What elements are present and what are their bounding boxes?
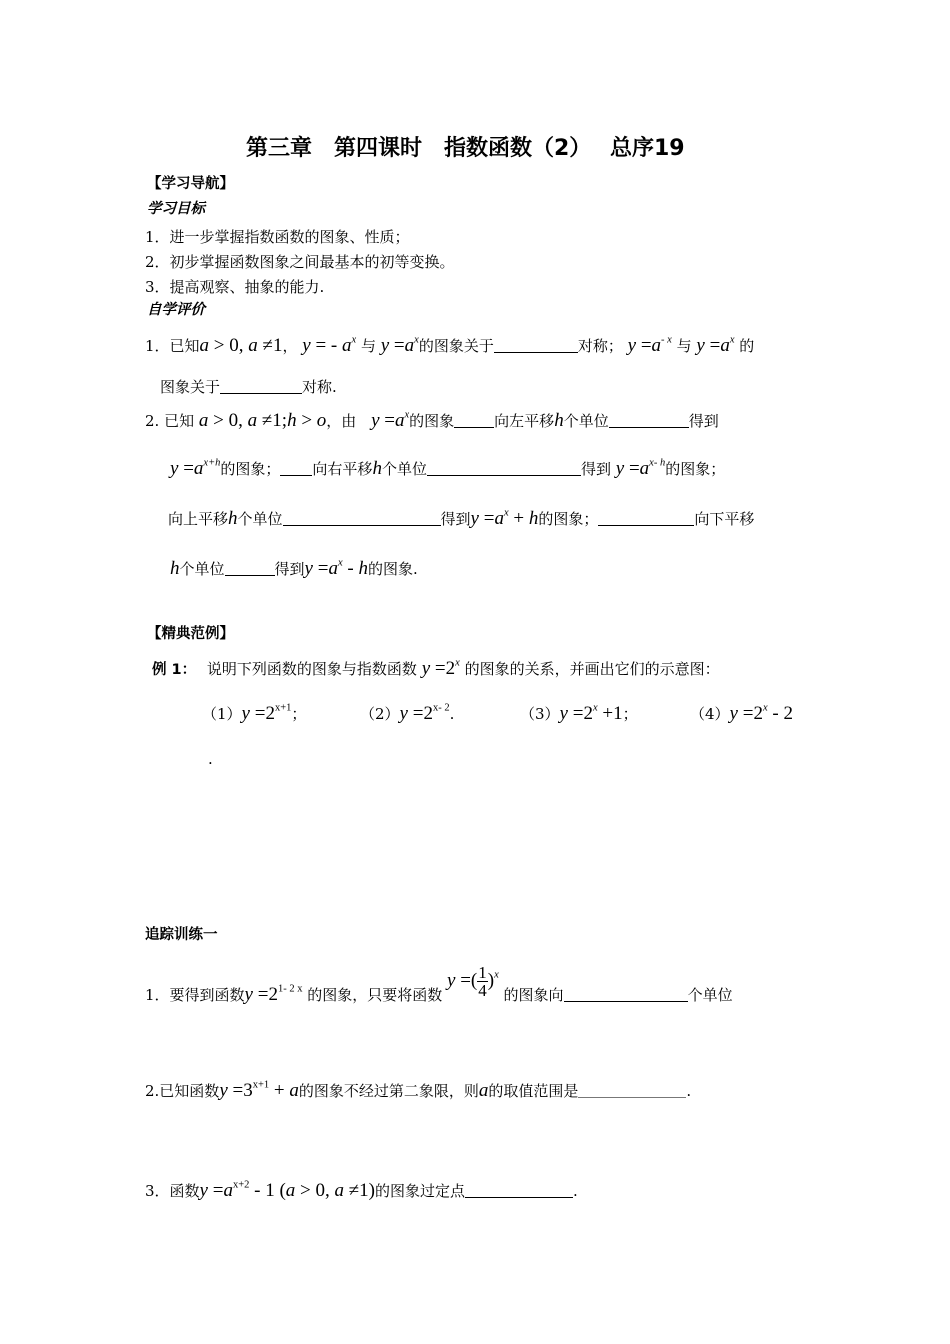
q2-blank-7[interactable] xyxy=(225,560,275,576)
q2-units-2: 个单位 xyxy=(381,460,427,478)
q1-and-1: 与 xyxy=(360,337,376,355)
pq2-formula: $y =3^{x+1} + a$ xyxy=(219,1079,299,1101)
item-1-label: （1） xyxy=(202,705,242,723)
q2-blank-3[interactable] xyxy=(280,460,312,476)
item-4-formula: $y =2^x - 2$ xyxy=(729,702,793,724)
q2-right: 向右平移 xyxy=(312,460,373,478)
q1-formula-ax: $y =a^x$ xyxy=(380,334,419,356)
practice-q1 xyxy=(145,963,733,1013)
pq1-c: 的图象向 xyxy=(503,985,564,1004)
q2-units-1: 个单位 xyxy=(563,412,609,430)
goal-1: 1．进一步掌握指数函数的图象、性质； xyxy=(145,228,410,246)
page-title: 第三章 第四课时 指数函数（2） 总序19 xyxy=(246,136,685,161)
pq3-c: . xyxy=(573,1182,578,1200)
q2-formula-base: $y =a^x$ xyxy=(371,409,410,431)
example-1-item-1 xyxy=(202,703,306,726)
q2-formula-shift-up: $y =a^x + h$ xyxy=(470,507,539,529)
q2-graph-end-1: 的图象； xyxy=(220,460,281,478)
q2-h-4: h xyxy=(170,558,180,579)
q2-down: 向下平移 xyxy=(694,510,755,528)
item-4-label: （4） xyxy=(690,705,730,723)
q2-units-3: 个单位 xyxy=(237,510,283,528)
section-heading-practice: 追踪训练一 xyxy=(145,927,218,943)
item-3-label: （3） xyxy=(520,705,560,723)
pq1-formula-source: y =( $\frac{1}{4}$ )$^x$ xyxy=(447,963,499,1000)
q1-formula-neg: y = - $a^x$ xyxy=(302,334,357,356)
q2-graph-end-4: 的图象. xyxy=(367,560,418,578)
q1-line2a: 图象关于 xyxy=(160,378,221,396)
pq2-a-var: a xyxy=(478,1080,489,1101)
q2-formula-shift-left: $y =a^{x+h}$ xyxy=(170,457,221,479)
q2-h-1: h xyxy=(554,410,564,431)
pq1-d: 个单位 xyxy=(687,985,733,1004)
section-heading-examples: 【精典范例】 xyxy=(147,626,234,642)
goal-2: 2．初步掌握函数图象之间最基本的初等变换。 xyxy=(145,253,455,271)
example-1-item-4 xyxy=(690,703,793,726)
q2-line1 xyxy=(145,410,719,433)
pq2-blank[interactable] xyxy=(578,1082,686,1098)
q2-condition-formula: a > 0, a ≠1;h > o xyxy=(198,410,327,431)
q2-you: ，由 xyxy=(326,412,357,430)
item-2-label: （2） xyxy=(360,705,400,723)
example-1-text-b: 的图象的关系，并画出它们的示意图： xyxy=(464,660,720,678)
practice-q2 xyxy=(145,1080,691,1103)
example-1-label: 例 1： xyxy=(152,662,197,678)
subheading-self-eval: 自学评价 xyxy=(147,302,205,318)
subheading-goals: 学习目标 xyxy=(147,201,205,217)
q2-h-3: h xyxy=(228,508,238,529)
q2-blank-6[interactable] xyxy=(598,510,694,526)
pq3-b: 的图象过定点 xyxy=(375,1182,466,1200)
q1-num: 1．已知 xyxy=(145,337,200,355)
example-1-item-3 xyxy=(520,703,638,726)
pq2-d: . xyxy=(686,1082,692,1100)
q2-graph-end-3: 的图象； xyxy=(538,510,599,528)
q2-blank-1[interactable] xyxy=(454,412,494,428)
item-1-formula: $y =2^{x+1}$ xyxy=(241,702,292,724)
q1-blank-2[interactable] xyxy=(220,378,302,394)
item-2-punct: . xyxy=(449,705,455,723)
q2-num: 2. 已知 xyxy=(145,412,195,430)
example-1-line xyxy=(152,658,720,681)
practice-q3 xyxy=(145,1180,578,1203)
pq1-b: 的图象，只要将函数 xyxy=(307,985,443,1004)
q2-formula-shift-down: $y =a^x - h$ xyxy=(304,557,368,579)
q2-get-1: 得到 xyxy=(688,412,719,430)
q2-formula-shift-right: $y =a^{x- h}$ xyxy=(615,457,666,479)
goal-3: 3．提高观察、抽象的能力. xyxy=(145,278,325,296)
q2-blank-4[interactable] xyxy=(427,460,581,476)
q1-line2b: 对称. xyxy=(302,378,337,396)
q2-h-2: h xyxy=(372,458,382,479)
pq2-c: 的取值范围是 xyxy=(488,1082,579,1100)
q2-line2 xyxy=(170,458,725,481)
q2-line4 xyxy=(170,558,418,581)
q2-blank-5[interactable] xyxy=(283,510,441,526)
q1-about: 的图象关于 xyxy=(418,337,494,355)
q2-left: 向左平移 xyxy=(494,412,555,430)
item-3-punct: ； xyxy=(622,705,638,723)
q1-formula-neg-x: $y =a^{- x}$ xyxy=(627,334,672,356)
q1-and-2: 与 xyxy=(676,337,692,355)
q1-formula-ax-2: $y =a^x$ xyxy=(696,334,735,356)
q2-units-4: 个单位 xyxy=(179,560,225,578)
q1-text-line2 xyxy=(160,378,337,396)
q2-blank-2[interactable] xyxy=(609,412,689,428)
q1-sep: ， xyxy=(282,337,298,355)
pq1-blank[interactable] xyxy=(564,986,688,1002)
q1-text xyxy=(145,335,754,358)
pq3-blank[interactable] xyxy=(465,1182,573,1198)
item-2-formula: $y =2^{x- 2}$ xyxy=(399,702,450,724)
pq3-a: 3．函数 xyxy=(145,1182,200,1200)
q2-graph-end-2: 的图象； xyxy=(665,460,726,478)
pq2-b: 的图象不经过第二象限，则 xyxy=(298,1082,479,1100)
q2-get-3: 得到 xyxy=(440,510,471,528)
q2-up: 向上平移 xyxy=(168,510,229,528)
example-1-item-2 xyxy=(360,703,454,726)
q2-line3 xyxy=(168,508,754,531)
q1-blank-1[interactable] xyxy=(494,337,578,353)
item-3-formula: $y =2^x +1$ xyxy=(559,702,623,724)
item-1-punct: ； xyxy=(291,705,307,723)
pq3-formula: $y =a^{x+2} - 1$ (a > 0, a ≠1) xyxy=(199,1179,376,1201)
pq2-a: 2.已知函数 xyxy=(145,1082,220,1100)
pq1-formula-target: $y =2^{1- 2 x}$ xyxy=(244,983,303,1005)
q1-de: 的 xyxy=(739,337,755,355)
q2-get-2: 得到 xyxy=(580,460,611,478)
q2-graph: 的图象 xyxy=(409,412,455,430)
section-heading-guide: 【学习导航】 xyxy=(147,176,234,192)
item-4-punct: . xyxy=(208,750,213,768)
example-1-formula-base: $y =2^x$ xyxy=(421,657,460,679)
q1-sym: 对称； xyxy=(577,337,623,355)
q2-get-4: 得到 xyxy=(274,560,305,578)
q1-condition-formula: a > 0, a ≠1 xyxy=(199,335,283,356)
example-1-text-a: 说明下列函数的图象与指数函数 xyxy=(206,660,417,678)
pq1-a: 1．要得到函数 xyxy=(145,985,245,1004)
